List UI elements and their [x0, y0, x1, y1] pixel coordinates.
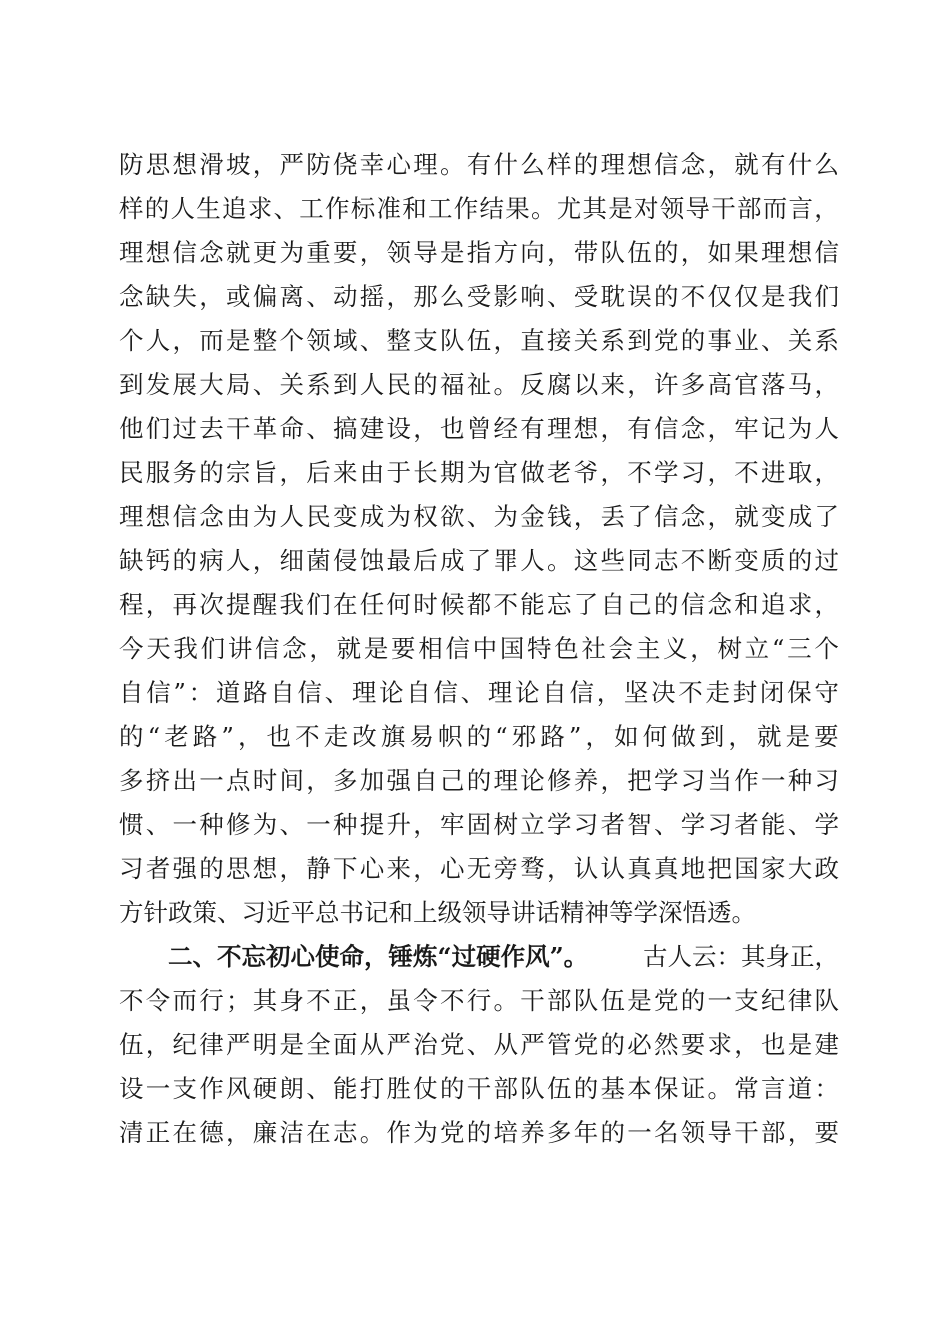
text-line: 的 “ 老 路 ” ， 也 不 走 改 旗 易 帜 的 “ 邪 路 ” ， 如 何 做 到 ， 就 是 要	[119, 722, 839, 751]
text-line: 民 服 务 的 宗 旨 ， 后 来 由 于 长 期 为 官 做 老 爷 ， 不 学 习 ， 不 进 取 ，	[119, 458, 839, 487]
section-heading-line	[119, 935, 839, 979]
heading-line-text: 古人云：其身正，	[643, 942, 839, 971]
text-line: 理 想 信 念 由 为 人 民 变 成 为 权 欲 、 为 金 钱 ， 丢 了 信 念 ， 就 变 成 了	[119, 502, 839, 531]
text-line: 不 令 而 行 ； 其 身 不 正 ， 虽 令 不 行 。 干 部 队 伍 是 党 的 一 支 纪 律 队	[119, 986, 839, 1015]
text-line: 防 思 想 滑 坡 ， 严 防 侥 幸 心 理 。 有 什 么 样 的 理 想 信 念 ， 就 有 什 么	[119, 150, 839, 179]
text-line: 程 ， 再 次 提 醒 我 们 在 任 何 时 候 都 不 能 忘 了 自 己 的 信 念 和 追 求 ，	[119, 590, 839, 619]
text-line: 个 人 ， 而 是 整 个 领 域 、 整 支 队 伍 ， 直 接 关 系 到 党 的 事 业 、 关 系	[119, 326, 839, 355]
text-line: 设 一 支 作 风 硬 朗 、 能 打 胜 仗 的 干 部 队 伍 的 基 本 保 证 。 常 言 道 ：	[119, 1074, 839, 1103]
text-line: 清 正 在 德 ， 廉 洁 在 志 。 作 为 党 的 培 养 多 年 的 一 名 领 导 干 部 ， 要	[119, 1118, 839, 1147]
paragraph-ideals	[119, 143, 839, 935]
text-line: 理 想 信 念 就 更 为 重 要 ， 领 导 是 指 方 向 ， 带 队 伍 的 ， 如 果 理 想 信	[119, 238, 839, 267]
body-text	[119, 143, 839, 1155]
text-line: 惯 、 一 种 修 为 、 一 种 提 升 ， 牢 固 树 立 学 习 者 智 、 学 习 者 能 、 学	[119, 810, 839, 839]
text-line: 缺 钙 的 病 人 ， 细 菌 侵 蚀 最 后 成 了 罪 人 。 这 些 同 志 不 断 变 质 的 过	[119, 546, 839, 575]
text-line: 念 缺 失 ， 或 偏 离 、 动 摇 ， 那 么 受 影 响 、 受 耽 误 的 不 仅 仅 是 我 们	[119, 282, 839, 311]
text-line: 样 的 人 生 追 求 、 工 作 标 准 和 工 作 结 果 。 尤 其 是 对 领 导 干 部 而 言 ，	[119, 194, 839, 223]
text-line: 伍 ， 纪 律 严 明 是 全 面 从 严 治 党 、 从 严 管 党 的 必 然 要 求 ， 也 是 建	[119, 1030, 839, 1059]
text-line: 他 们 过 去 干 革 命 、 搞 建 设 ， 也 曾 经 有 理 想 ， 有 信 念 ， 牢 记 为 人	[119, 414, 839, 443]
text-line: 习 者 强 的 思 想 ， 静 下 心 来 ， 心 无 旁 骛 ， 认 认 真 真 地 把 国 家 大 政	[119, 854, 839, 883]
text-line: 方针政策、习近平总书记和上级领导讲话精神等学深悟透。	[119, 898, 756, 927]
section-heading: 二、不忘初心使命，锤炼“过硬作风”。	[168, 942, 589, 971]
text-line: 今 天 我 们 讲 信 念 ， 就 是 要 相 信 中 国 特 色 社 会 主 义 ， 树 立 “ 三 个	[119, 634, 839, 663]
text-line: 自 信 ” ： 道 路 自 信 、 理 论 自 信 、 理 论 自 信 ， 坚 决 不 走 封 闭 保 守	[119, 678, 839, 707]
text-line: 到 发 展 大 局 、 关 系 到 人 民 的 福 祉 。 反 腐 以 来 ， 许 多 高 官 落 马 ，	[119, 370, 839, 399]
paragraph-conduct	[119, 935, 839, 1155]
text-line: 多 挤 出 一 点 时 间 ， 多 加 强 自 己 的 理 论 修 养 ， 把 学 习 当 作 一 种 习	[119, 766, 839, 795]
